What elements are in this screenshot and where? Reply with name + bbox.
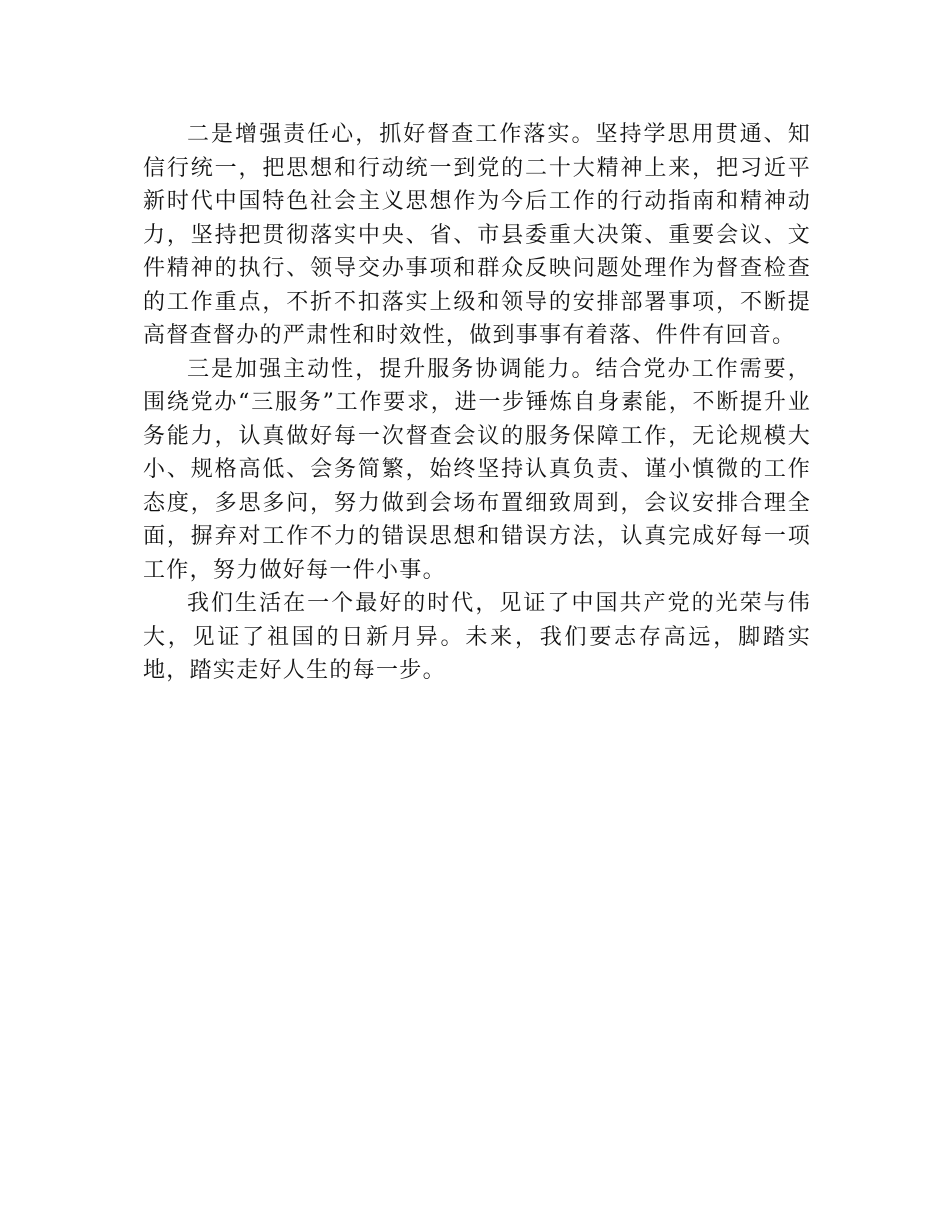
paragraph-conclusion: 我们生活在一个最好的时代，见证了中国共产党的光荣与伟大，见证了祖国的日新月异。未来，我们要志存高远，脚踏实地，踏实走好人生的每一步。: [143, 591, 811, 683]
document-body: [143, 118, 811, 688]
paragraph-service-coordination: 三是加强主动性，提升服务协调能力。结合党办工作需要，围绕党办“三服务”工作要求，进一步锤炼自身素能，不断提升业务能力，认真做好每一次督查会议的服务保障工作，无论规模大小、规格高低、会务简繁，始终坚持认真负责、谨小慎微的工作态度，多思多问，努力做到会场布置细致周到，会议安排合理全面，摒弃对工作不力的错误思想和错误方法，认真完成好每一项工作，努力做好每一件小事。: [143, 356, 811, 583]
paragraph-supervision: 二是增强责任心，抓好督查工作落实。坚持学思用贯通、知信行统一，把思想和行动统一到党的二十大精神上来，把习近平新时代中国特色社会主义思想作为今后工作的行动指南和精神动力，坚持把贯彻落实中央、省、市县委重大决策、重要会议、文件精神的执行、领导交办事项和群众反映问题处理作为督查检查的工作重点，不折不扣落实上级和领导的安排部署事项，不断提高督查督办的严肃性和时效性，做到事事有着落、件件有回音。: [143, 122, 811, 348]
